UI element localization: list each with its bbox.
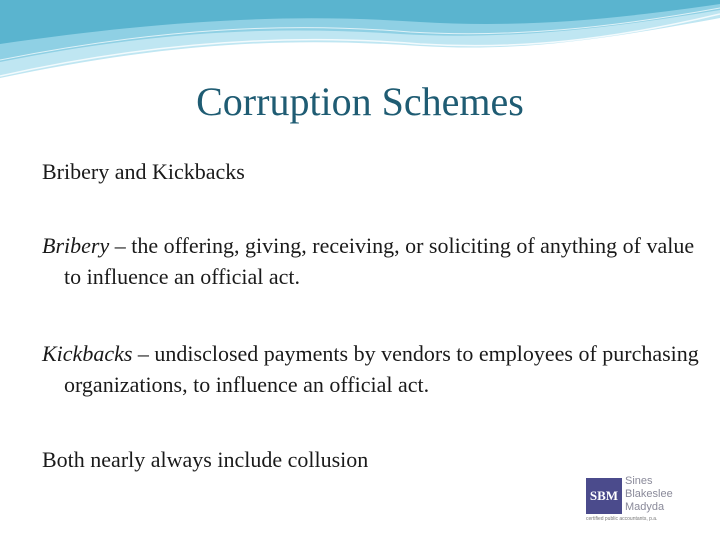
logo-name-2: Blakeslee: [625, 488, 673, 500]
logo-name-1: Sines: [625, 475, 653, 487]
bribery-term: Bribery: [42, 233, 110, 258]
collusion-statement: Both nearly always include collusion: [42, 447, 369, 472]
company-logo: [586, 472, 678, 524]
heading-bribery-kickbacks: Bribery and Kickbacks: [42, 159, 245, 184]
slide-title: Corruption Schemes: [196, 79, 524, 124]
bribery-text: – the offering, giving, receiving, or soliciting of anything of value to influence an official act.: [64, 233, 695, 289]
logo-names: [625, 475, 673, 514]
logo-name-3: Madyda: [625, 501, 665, 513]
kickbacks-text: – undisclosed payments by vendors to employees of purchasing organizations, to influence an official act.: [64, 341, 699, 397]
kickbacks-term: Kickbacks: [42, 341, 133, 366]
bribery-definition: [42, 230, 704, 292]
logo-tagline: certified public accountants, p.a.: [586, 516, 658, 522]
logo-abbr: SBM: [586, 478, 622, 514]
kickbacks-definition: [42, 338, 704, 400]
